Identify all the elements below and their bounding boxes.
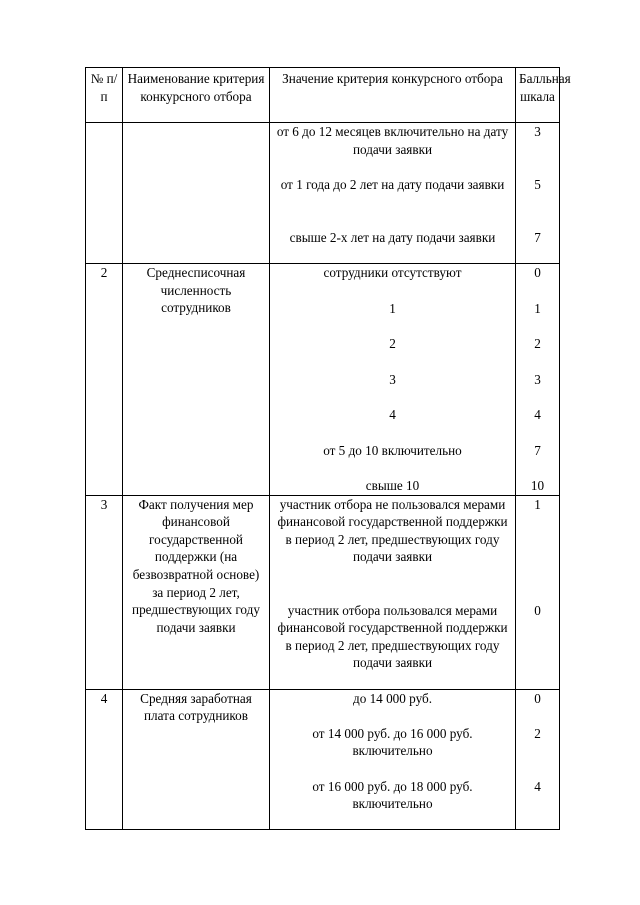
table-header-row — [86, 68, 560, 123]
option-value: сотрудники отсутствуют — [323, 265, 462, 280]
row-scores — [516, 264, 560, 496]
row-scores — [516, 689, 560, 829]
row-options — [270, 689, 516, 829]
row-criterion-name: Средняя заработная плата сотрудников — [123, 689, 270, 829]
header-score-scale: Балльная шкала — [516, 68, 560, 123]
row-options — [270, 264, 516, 496]
row-number: 2 — [86, 264, 123, 496]
option-value: участник отбора не пользовался мерами финансовой государственной поддержки в период 2 лет, предшествующих году подачи заявки — [277, 496, 508, 565]
option-score: 3 — [534, 124, 541, 139]
option-value: 4 — [389, 407, 396, 422]
row-criterion-name: Среднесписочная численность сотрудников — [123, 264, 270, 496]
option-score: 0 — [534, 265, 541, 280]
option-value: от 1 года до 2 лет на дату подачи заявки — [280, 177, 505, 192]
option-score: 0 — [534, 602, 541, 618]
table-row — [86, 495, 560, 689]
option-score: 1 — [534, 300, 541, 316]
table-row — [86, 689, 560, 829]
option-score: 2 — [534, 336, 541, 351]
option-value: свыше 2-х лет на дату подачи заявки — [289, 230, 496, 245]
row-criterion-name — [123, 123, 270, 264]
row-options — [270, 123, 516, 264]
option-value: 1 — [389, 300, 396, 316]
header-criterion-name: Наименование критерия конкурсного отбора — [123, 68, 270, 123]
option-score: 1 — [534, 496, 541, 512]
option-score: 3 — [534, 371, 541, 387]
option-value: от 16 000 руб. до 18 000 руб. включительно — [312, 778, 473, 812]
option-score: 7 — [534, 230, 541, 245]
row-options — [270, 495, 516, 689]
option-value: до 14 000 руб. — [352, 690, 432, 706]
option-score: 2 — [534, 725, 541, 741]
option-value: от 14 000 руб. до 16 000 руб. включительно — [312, 725, 473, 759]
row-scores — [516, 123, 560, 264]
option-value: от 5 до 10 включительно — [323, 442, 462, 458]
row-number: 4 — [86, 689, 123, 829]
row-number — [86, 123, 123, 264]
option-value: участник отбора пользовался мерами финансовой государственной поддержки в период 2 лет, предшествующих году подачи заявки — [277, 602, 508, 671]
option-score: 5 — [534, 177, 541, 192]
row-scores — [516, 495, 560, 689]
option-value: свыше 10 — [365, 478, 420, 493]
option-score: 4 — [534, 407, 541, 422]
option-value: 3 — [389, 371, 396, 387]
option-score: 0 — [534, 690, 541, 706]
header-number: № п/п — [86, 68, 123, 123]
option-score: 4 — [534, 778, 541, 794]
option-score: 7 — [534, 442, 541, 458]
option-score: 10 — [530, 478, 545, 493]
row-criterion-name: Факт получения мер финансовой государственной поддержки (на безвозвратной основе) за период 2 лет, предшествующих году подачи заявки — [123, 495, 270, 689]
option-value: от 6 до 12 месяцев включительно на дату подачи заявки — [276, 124, 509, 157]
header-criterion-value: Значение критерия конкурсного отбора — [270, 68, 516, 123]
option-value: 2 — [389, 336, 396, 351]
row-number: 3 — [86, 495, 123, 689]
criteria-table — [85, 67, 571, 830]
table-row — [86, 123, 560, 264]
table-row — [86, 264, 560, 496]
